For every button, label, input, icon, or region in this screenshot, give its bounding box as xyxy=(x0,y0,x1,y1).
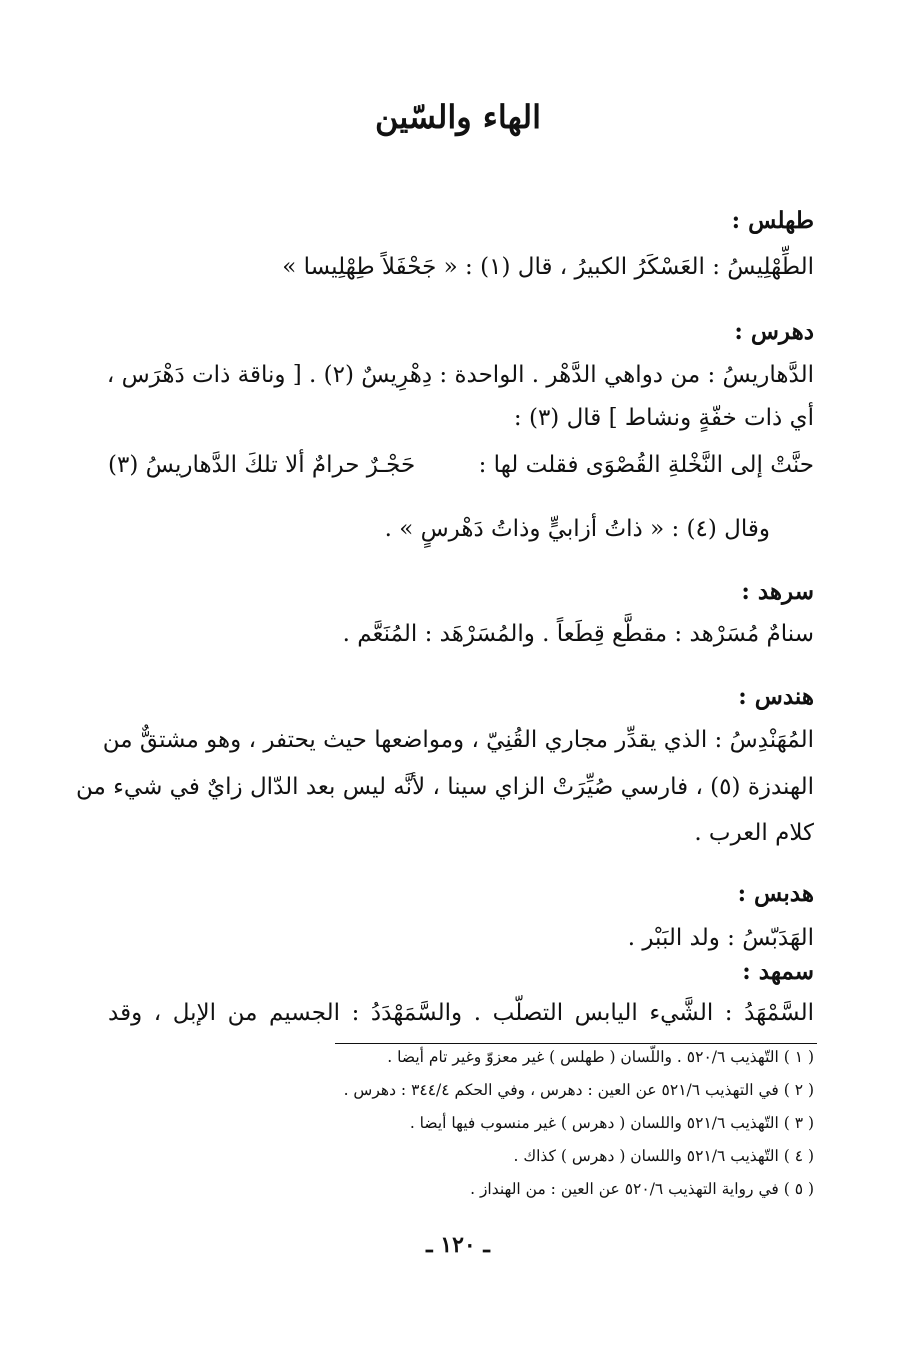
entry-text-line: الطِّهْلِيسُ : العَسْكَرُ الكبيرُ ، قال (١) : « جَحْفَلاً طِهْلِيسا » xyxy=(282,254,814,280)
verse-hemistich-first: حنَّتْ إلى النَّخْلةِ القُصْوَى فقلت لها : xyxy=(478,452,814,478)
headword-handas: هندس : xyxy=(738,683,814,710)
entry-text-line: السَّمْهَدُ : الشَّيء اليابس التصلّب . والسَّمَهْدَدُ : الجسيم من الإبل ، وقد xyxy=(108,1000,814,1026)
footnote-1: ( ١ ) التّهذيب ٥٢٠/٦ . واللّسان ( طهلس ) غير معزوّ وغير تام أيضا . xyxy=(387,1048,814,1066)
headword-sarhad: سرهد : xyxy=(741,578,814,605)
headword-tahlas: طهلس : xyxy=(731,207,814,234)
verse-hemistich-second: حَجْـرٌ حرامٌ ألا تلكَ الدَّهاريسُ (٣) xyxy=(108,452,416,478)
footnote-4: ( ٤ ) التّهذيب ٥٢١/٦ واللسان ( دهرس ) كذاك . xyxy=(513,1147,814,1165)
footnote-divider xyxy=(335,1043,817,1044)
headword-dahras: دهرس : xyxy=(734,318,814,345)
footnote-3: ( ٣ ) التّهذيب ٥٢١/٦ واللسان ( دهرس ) غير منسوب فيها أيضا . xyxy=(409,1114,814,1132)
footnote-2: ( ٢ ) في التهذيب ٥٢١/٦ عن العين : دهرس ، وفي الحكم ٣٤٤/٤ : دهرس . xyxy=(343,1081,814,1099)
entry-text-line: المُهَنْدِسُ : الذي يقدِّر مجاري القُنِيّ ، ومواضعها حيث يحتفر ، وهو مشتقٌّ من xyxy=(102,727,814,753)
chapter-title: الهاء والسّين xyxy=(375,98,541,136)
entry-text-line: الهندزة (٥) ، فارسي صُيِّرَتْ الزاي سينا ، لأنَّه ليس بعد الدّال زايٌ في شيء من xyxy=(75,774,814,800)
entry-text-line: الدَّهاريسُ : من دواهي الدَّهْر . الواحدة : دِهْرِيسٌ (٢) . [ وناقة ذات دَهْرَس ، xyxy=(106,362,814,388)
entry-text-line: أي ذات خفّةٍ ونشاط ] قال (٣) : xyxy=(513,405,814,431)
entry-text-line: الهَدَبّسُ : ولد البَبْر . xyxy=(627,925,814,951)
footnote-5: ( ٥ ) في رواية التهذيب ٥٢٠/٦ عن العين : من الهنداز . xyxy=(470,1180,814,1198)
entry-text-line: وقال (٤) : « ذاتُ أزابيٍّ وذاتُ دَهْرسٍ » . xyxy=(384,516,770,542)
entry-text-line: سنامٌ مُسَرْهد : مقطَّع قِطَعاً . والمُسَرْهَد : المُنَعَّم . xyxy=(342,621,814,647)
entry-text-line: كلام العرب . xyxy=(694,820,814,846)
headword-samhad: سمهد : xyxy=(742,958,814,985)
page-number: ـ ١٢٠ ـ xyxy=(426,1232,490,1258)
headword-hadbas: هدبس : xyxy=(737,880,814,907)
